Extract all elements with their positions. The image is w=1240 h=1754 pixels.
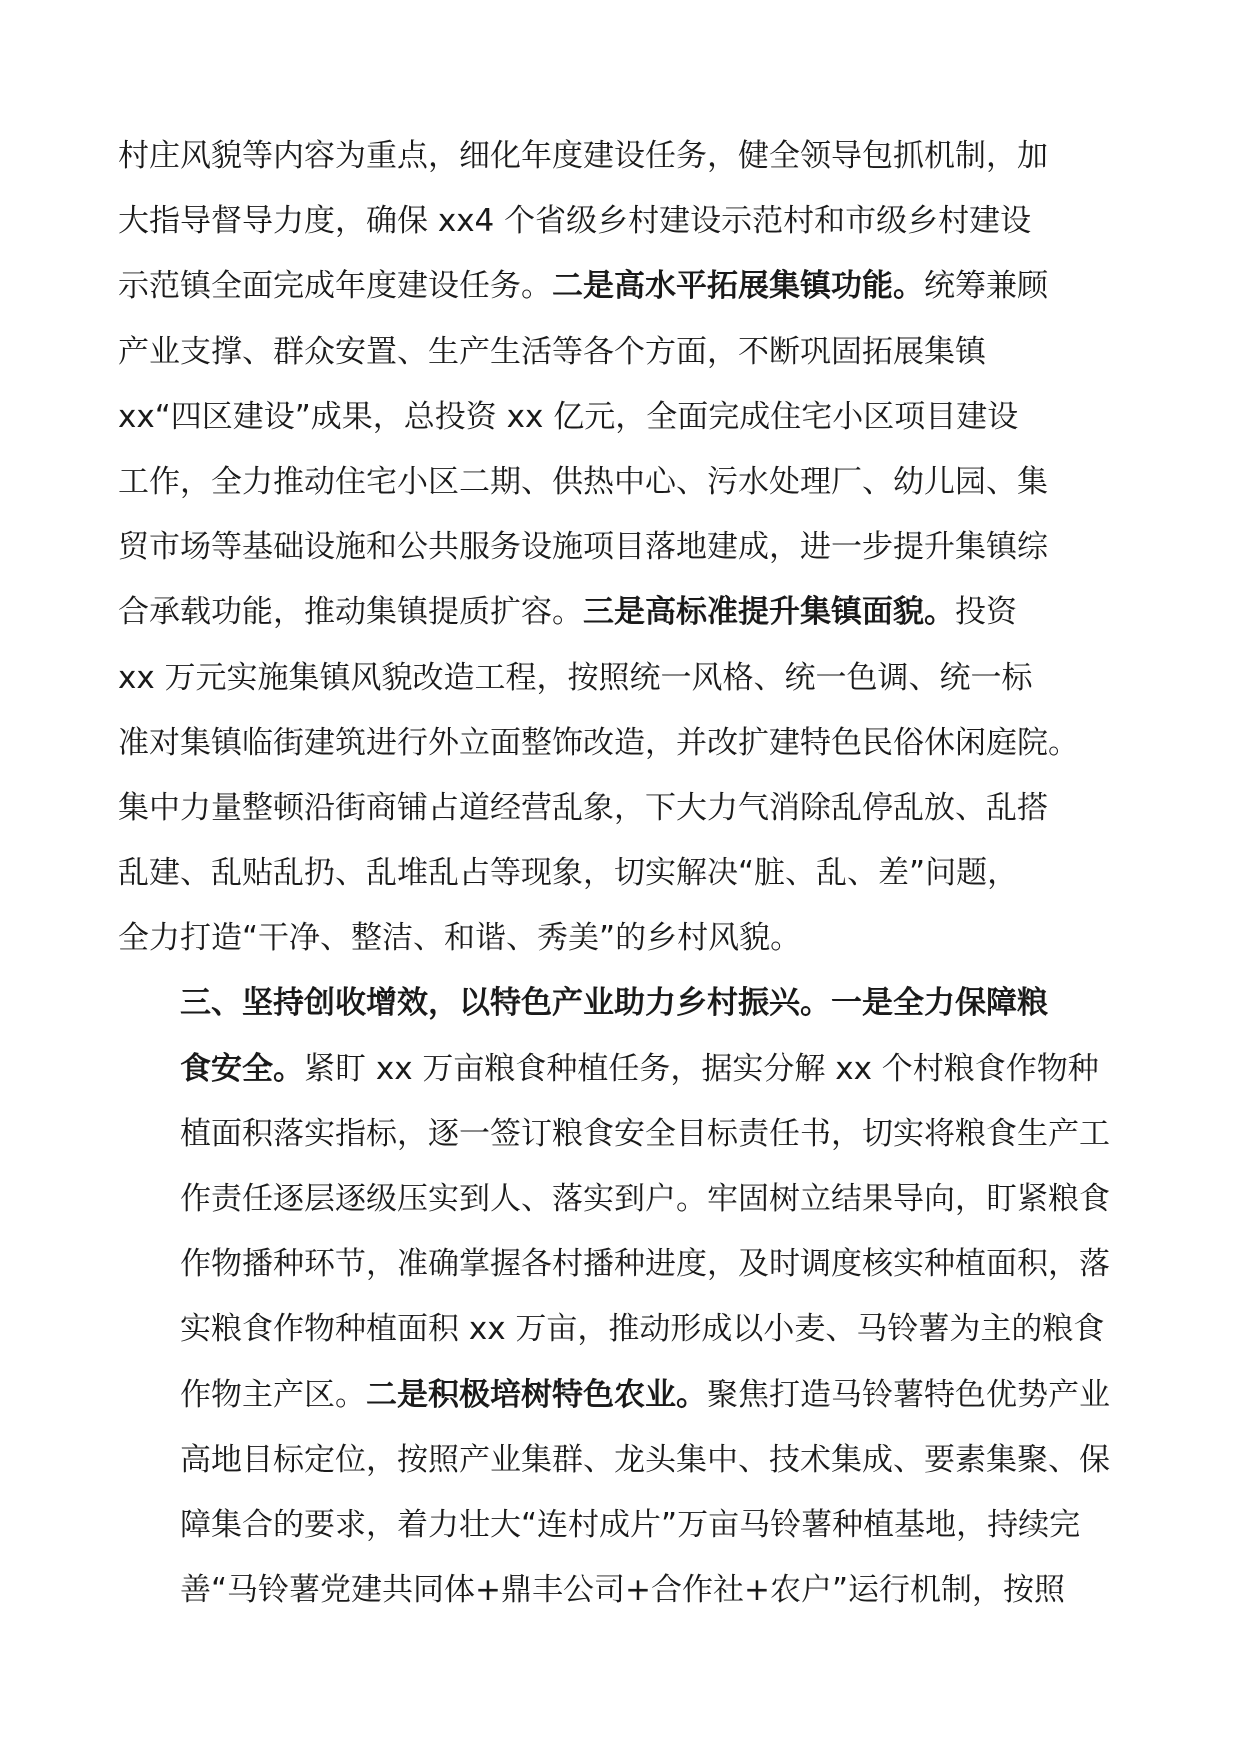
bold-heading-text: 三、坚持创收增效，以特色产业助力乡村振兴。一是全力保障粮 (180, 985, 1048, 1022)
body-text-segment: 障集合的要求，着力壮大“连村成片”万亩马铃薯种植基地，持续完 (180, 1506, 1081, 1543)
body-text-segment: 聚焦打造马铃薯特色优势产业 (707, 1376, 1110, 1413)
body-text-segment: 乱建、乱贴乱扔、乱堆乱占等现象，切实解决“脏、乱、差”问题， (118, 855, 1019, 892)
body-text-segment: 实粮食作物种植面积 xx 万亩，推动形成以小麦、马铃薯为主的粮食 (180, 1311, 1105, 1348)
text-line (118, 646, 1132, 711)
body-text-segment: 作物主产区。 (180, 1376, 366, 1413)
text-line (118, 841, 1132, 906)
text-line (118, 1428, 1132, 1493)
body-text-segment: 统筹兼顾 (924, 268, 1048, 305)
body-text-segment: 善“马铃薯党建共同体+鼎丰公司+合作社+农户”运行机制，按照 (180, 1572, 1066, 1609)
text-line (118, 580, 1132, 645)
text-line (118, 776, 1132, 841)
bold-heading-text: 食安全。 (180, 1050, 304, 1087)
paragraph (118, 124, 1132, 971)
text-line (118, 515, 1132, 580)
body-text-segment: 投资 (955, 594, 1017, 631)
text-line (118, 385, 1132, 450)
paragraph (118, 971, 1132, 1623)
body-text-segment: 大指导督导力度，确保 xx4 个省级乡村建设示范村和市级乡村建设 (118, 203, 1032, 240)
text-line (118, 1558, 1132, 1623)
body-text-segment: 紧盯 xx 万亩粮食种植任务，据实分解 xx 个村粮食作物种 (304, 1050, 1099, 1087)
body-text-segment: 工作，全力推动住宅小区二期、供热中心、污水处理厂、幼儿园、集 (118, 463, 1048, 500)
body-text-segment: 村庄风貌等内容为重点，细化年度建设任务，健全领导包抓机制，加 (118, 138, 1048, 174)
body-text-segment: 高地目标定位，按照产业集群、龙头集中、技术集成、要素集聚、保 (180, 1441, 1110, 1478)
bold-heading-text: 二是积极培树特色农业。 (366, 1376, 707, 1413)
body-text-segment: xx“四区建设”成果，总投资 xx 亿元，全面完成住宅小区项目建设 (118, 398, 1019, 435)
text-line (118, 1232, 1132, 1297)
text-line (118, 711, 1132, 776)
body-text-segment: 准对集镇临街建筑进行外立面整饰改造，并改扩建特色民俗休闲庭院。 (118, 724, 1079, 761)
text-line (118, 971, 1132, 1036)
body-text-segment: xx 万元实施集镇风貌改造工程，按照统一风格、统一色调、统一标 (118, 659, 1033, 696)
text-line (118, 1167, 1132, 1232)
text-line (118, 254, 1132, 319)
bold-heading-text: 二是高水平拓展集镇功能。 (552, 268, 924, 305)
body-text (118, 124, 1132, 1623)
bold-heading-text: 三是高标准提升集镇面貌。 (583, 594, 955, 631)
text-line (118, 1493, 1132, 1558)
body-text-segment: 全力打造“干净、整洁、和谐、秀美”的乡村风貌。 (118, 920, 802, 957)
body-text-segment: 作责任逐层逐级压实到人、落实到户。牢固树立结果导向，盯紧粮食 (180, 1181, 1110, 1217)
body-text-segment: 集中力量整顿沿街商铺占道经营乱象，下大力气消除乱停乱放、乱搭 (118, 789, 1048, 826)
body-text-segment: 作物播种环节，准确掌握各村播种进度，及时调度核实种植面积，落 (180, 1246, 1110, 1283)
text-line (118, 1037, 1132, 1102)
text-line (118, 1102, 1132, 1167)
body-text-segment: 产业支撑、群众安置、生产生活等各个方面，不断巩固拓展集镇 (118, 333, 986, 370)
text-line (118, 124, 1132, 189)
body-text-segment: 植面积落实指标，逐一签订粮食安全目标责任书，切实将粮食生产工 (180, 1115, 1110, 1152)
body-text-segment: 合承载功能，推动集镇提质扩容。 (118, 594, 583, 631)
body-text-segment: 贸市场等基础设施和公共服务设施项目落地建成，进一步提升集镇综 (118, 529, 1048, 566)
text-line (118, 320, 1132, 385)
text-line (118, 906, 1132, 971)
text-line (118, 189, 1132, 254)
text-line (118, 1297, 1132, 1362)
text-line (118, 1363, 1132, 1428)
body-text-segment: 示范镇全面完成年度建设任务。 (118, 268, 552, 305)
text-line (118, 450, 1132, 515)
